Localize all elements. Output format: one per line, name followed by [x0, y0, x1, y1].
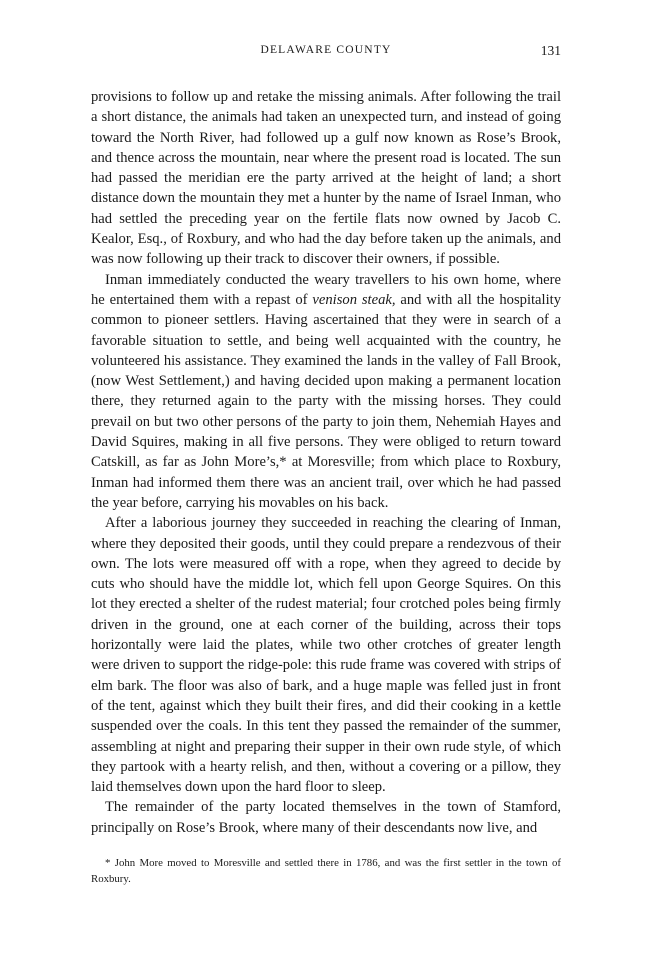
paragraph-4-text: The remainder of the party located themselves in the town of Stamford, principally on Rose’s Brook, where many of their descendants now live, and	[91, 799, 561, 836]
running-title: DELAWARE COUNTY	[260, 44, 392, 56]
paragraph-3-text: After a laborious journey they succeeded in reaching the clearing of Inman, where they deposited their goods, until they could prepare a rendezvous of their own. The lots were measured off with a rope, when they agreed to decide by cuts who should have the middle lot, which fell upon George Squires. On this lot they erected a shelter of the rudest material; four crotched poles being firmly driven in the ground, one at each corner of the building, across their tops horizontally were laid the plates, while two other crotches of greater length were driven to support the ridge-pole: this rude frame was covered with strips of elm bark. The floor was also of bark, and a huge maple was felled just in front of the tent, against which they built their fires, and did their cooking in a kettle suspended over the coals. In this tent they passed the remainder of the summer, assembling at night and preparing their supper in their own rude style, of which they partook with a hearty relish, and then, without a covering or a pillow, they laid themselves down upon the hard floor to sleep.	[91, 515, 561, 796]
paragraph-2	[91, 270, 561, 514]
page-number: 131	[540, 43, 561, 58]
paragraph-2-text-a: Inman immediately conducted the weary travellers to his own home, where he entertained them with a repast of	[91, 271, 561, 308]
paragraph-2-italic-phrase: venison steak,	[312, 291, 396, 308]
paragraph-2-text-b: and with all the hospitality common to pioneer settlers. Having ascertained that they were in search of a favorable situation to settle, and being well acquainted with the country, he volunteered his assistance. They examined the lands in the valley of Fall Brook, (now West Settlement,) and having decided upon making a permanent location there, they returned again to the party with the missing horses. They could prevail on but two other persons of the party to join them, Nehemiah Hayes and David Squires, making in all five persons. They were obliged to return toward Catskill, as far as John More’s,* at Moresville; from which place to Roxbury, Inman had informed them there was an ancient trail, over which he had passed the year before, carrying his movables on his back.	[91, 291, 561, 511]
paragraph-4	[91, 797, 561, 838]
body-text	[91, 87, 561, 838]
footnote: * John More moved to Moresville and settled there in 1786, and was the first settler in the town of Roxbury.	[91, 857, 561, 885]
paragraph-1	[91, 87, 561, 270]
paragraph-3	[91, 513, 561, 797]
paragraph-1-text: provisions to follow up and retake the missing animals. After following the trail a short distance, the animals had taken an unexpected turn, and instead of going toward the North River, had followed up a gulf now known as Rose’s Brook, and thence across the mountain, near where the present road is located. The sun had passed the meridian ere the party arrived at the height of land; a short distance down the mountain they met a hunter by the name of Israel Inman, who had settled the preceding year on the fertile flats now owned by Jacob C. Kealor, Esq., of Roxbury, and who had the day before taken up the animals, and was now following up their track to discover their owners, if possible.	[91, 89, 561, 268]
running-head	[91, 44, 561, 64]
